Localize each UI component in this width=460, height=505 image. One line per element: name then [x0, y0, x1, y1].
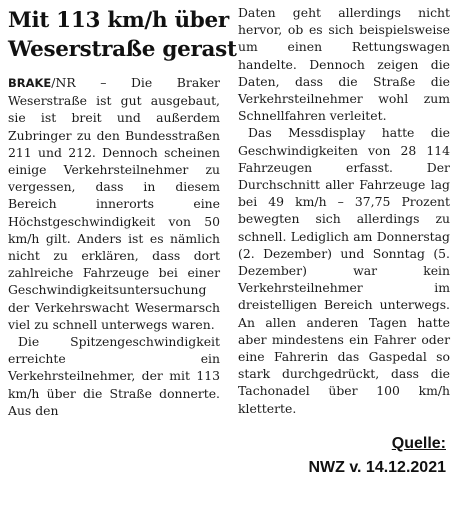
source-label: Quelle: [391, 435, 446, 452]
article-body-left [8, 74, 220, 419]
dateline: BRAKE [8, 76, 52, 90]
right-column [238, 4, 450, 417]
headline-line-1: Mit 113 km/h über [8, 8, 229, 33]
left-column [8, 6, 237, 419]
article-body-right [238, 4, 450, 417]
paragraph-2: Die Spitzengeschwindigkeit erreichte ein Verkehrsteilnehmer, der mit 113 km/h über die Straße donnerte. Aus den [8, 334, 220, 418]
paragraph-1 [8, 74, 220, 333]
source-citation [308, 432, 446, 480]
source-text: NWZ v. 14.12.2021 [308, 459, 446, 476]
paragraph-2-continued: Daten geht allerdings nicht hervor, ob es sich beispielsweise um einen Rettungswagen handelte. Dennoch zeigen die Daten, dass die Straße die Verkehrsteilnehmer wohl zum Schnellfahren verleitet. [238, 5, 450, 124]
headline-line-2: Weserstraße gerast [8, 37, 237, 62]
paragraph-1-text: Die Braker Weserstraße ist gut ausgebaut, sie ist breit und außerdem Zubringer zu den Bundesstraßen 211 und 212. Dennoch scheinen einige Verkehrsteilnehmer zu vergessen, dass in diesem Bereich innerorts eine Höchstgeschwindigkeit von 50 km/h gilt. Anders ist es nämlich nicht zu erklären, dass dort zahlreiche Fahrzeuge bei einer Geschwindigkeitsuntersuchung der Verkehrswacht Wesermarsch viel zu schnell unterwegs waren. [8, 75, 220, 332]
paragraph-3: Das Messdisplay hatte die Geschwindigkeiten von 28 114 Fahrzeugen erfasst. Der Durchschnitt aller Fahrzeuge lag bei 49 km/h – 37,75 Prozent bewegten sich allerdings zu schnell. Lediglich am Donnerstag (2. Dezember) und Sonntag (5. Dezember) war kein Verkehrsteilnehmer im dreistelligen Bereich unterwegs. An allen anderen Tagen hatte aber mindestens ein Fahrer oder eine Fahrerin das Gaspedal so stark durchgedrückt, dass die Tachonadel über 100 km/h kletterte. [238, 125, 450, 416]
headline [8, 6, 237, 64]
agency: /NR – [51, 75, 107, 90]
